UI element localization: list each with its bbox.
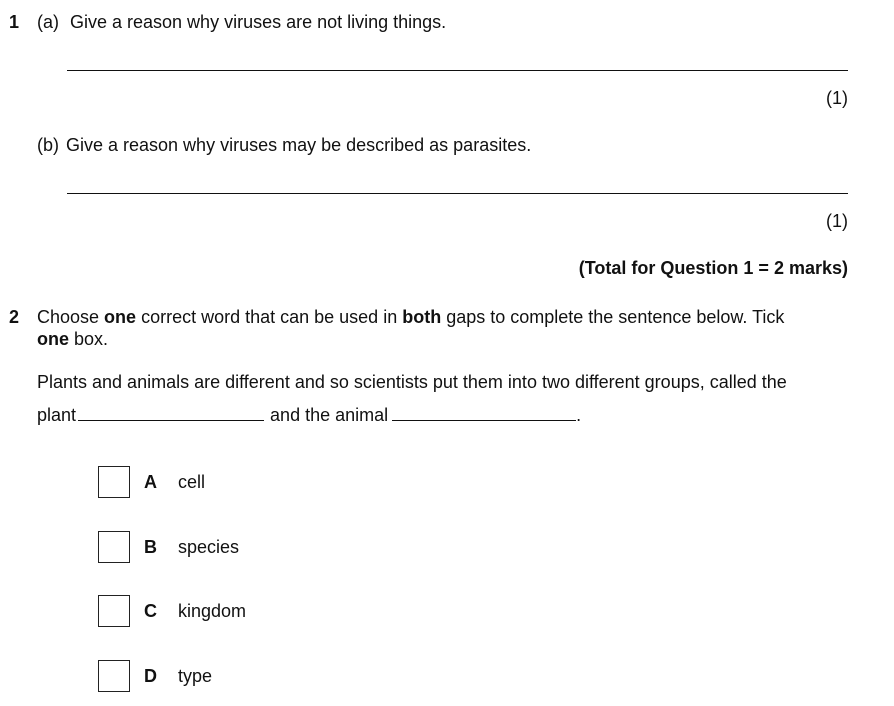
instr-text: gaps to complete the sentence below. Tick: [441, 307, 785, 327]
question-1a-text: Give a reason why viruses are not living things.: [70, 12, 447, 32]
answer-line-1a[interactable]: [67, 70, 848, 71]
question-2-instruction-line2: [37, 329, 108, 350]
question-1-number: 1: [9, 12, 20, 32]
option-a[interactable]: [98, 465, 205, 499]
marks-1b: (1): [826, 211, 848, 231]
checkbox-b[interactable]: [98, 531, 130, 563]
instr-emphasis-both: both: [402, 307, 442, 327]
instr-emphasis-one: one: [104, 307, 137, 327]
option-label: cell: [178, 471, 206, 492]
option-label: type: [178, 665, 213, 686]
option-letter: D: [144, 665, 157, 686]
instr-emphasis-one: one: [37, 329, 70, 349]
option-label: species: [178, 536, 240, 557]
marks-1a: (1): [826, 88, 848, 108]
question-2-sentence-line1: Plants and animals are different and so scientists put them into two different groups, called the: [37, 372, 787, 392]
instr-text: Choose: [37, 307, 105, 327]
option-b[interactable]: [98, 530, 239, 564]
sentence-plant: plant: [37, 405, 77, 425]
question-2-number: 2: [9, 307, 20, 327]
answer-line-1b[interactable]: [67, 193, 848, 194]
checkbox-a[interactable]: [98, 466, 130, 498]
checkbox-d[interactable]: [98, 660, 130, 692]
sentence-period: .: [576, 405, 582, 425]
question-1-total: (Total for Question 1 = 2 marks): [578, 258, 848, 278]
option-letter: A: [144, 471, 157, 492]
gap-2: [392, 406, 576, 421]
option-d[interactable]: [98, 659, 212, 693]
question-2-sentence-line2: [37, 405, 581, 426]
option-label: kingdom: [178, 600, 247, 621]
instr-text: correct word that can be used in: [136, 307, 403, 327]
instr-text: box.: [69, 329, 109, 349]
option-letter: B: [144, 536, 157, 557]
option-letter: C: [144, 600, 157, 621]
question-1b-label: (b): [37, 135, 59, 155]
question-2-instruction: [37, 307, 784, 328]
option-c[interactable]: [98, 594, 246, 628]
question-1a-label: (a): [37, 12, 59, 32]
question-1b-text: Give a reason why viruses may be described as parasites.: [66, 135, 532, 155]
checkbox-c[interactable]: [98, 595, 130, 627]
sentence-animal: and the animal: [270, 405, 389, 425]
gap-1: [78, 406, 264, 421]
